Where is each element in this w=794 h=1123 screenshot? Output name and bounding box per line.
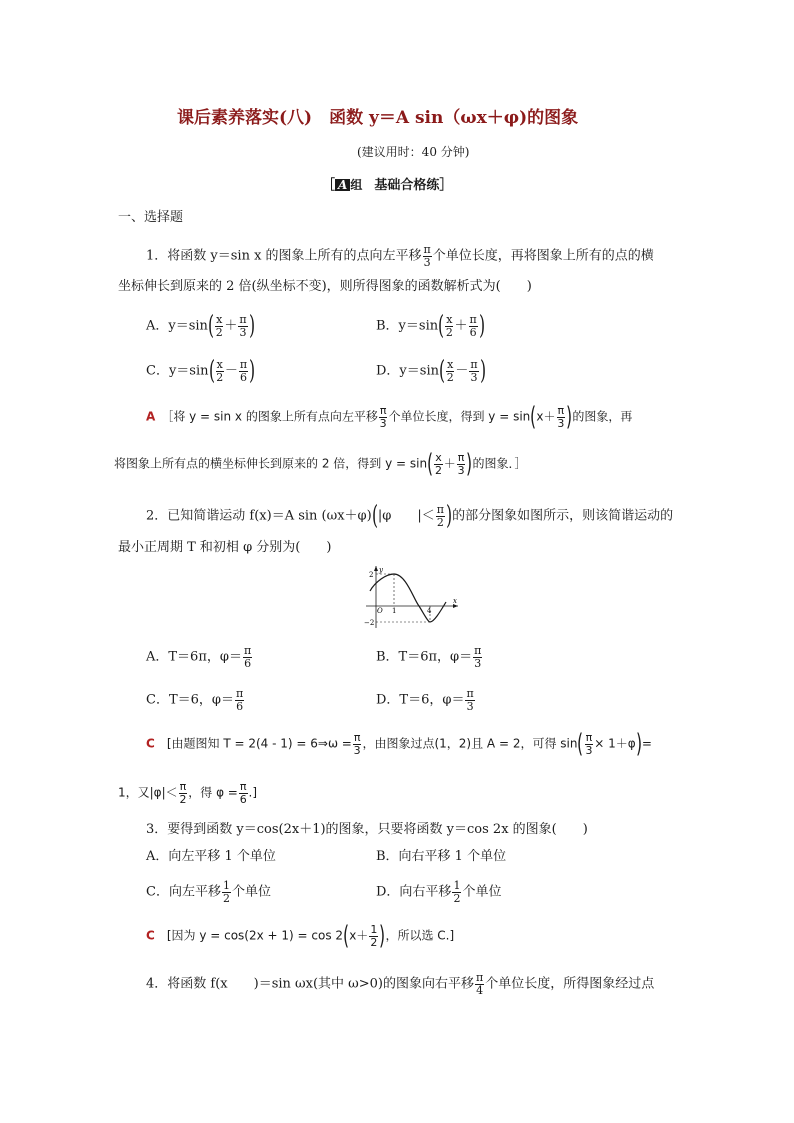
q3-solution: C [因为 y = cos(2x + 1) = cos 2(x＋ $\frac{1}{2}$ )，所以选 C.]: [146, 921, 455, 951]
x-axis-label: x: [453, 597, 457, 605]
y-axis-label: y: [379, 566, 383, 574]
time-hint: (建议用时：40 分钟): [357, 145, 470, 159]
q1-answer: A: [146, 409, 156, 424]
q2-solution-line2: 1，又|φ|＜ $\frac{\pi}{2}$ ，得 φ = $\frac{\pi}{6}$ .]: [118, 780, 257, 806]
q1-option-b[interactable]: B．y＝sin( $\frac{x}{2}$ ＋ $\frac{\pi}{6}$ ): [376, 311, 485, 341]
tick-2: 2: [369, 571, 374, 579]
q3-option-b[interactable]: B．向右平移 1 个单位: [376, 849, 507, 864]
q1-line1: 1．将函数 y＝sin x 的图象上所有的点向左平移 $\frac{\pi}{3}$ 个单位长度，再将图象上所有的点的横: [146, 243, 654, 269]
q3-option-a[interactable]: A．向左平移 1 个单位: [146, 849, 276, 864]
bracket-open: ［: [322, 178, 336, 193]
q4-line1: 4．将函数 f(x )＝sin ωx(其中 ω>0)的图象向右平移 $\frac{\pi}{4}$ 个单位长度，所得图象经过点: [146, 971, 655, 997]
q1-solution-line1: A ［将 y = sin x 的图象上所有点向左平移 $\frac{\pi}{3}$ 个单位长度，得到 y = sin(x＋ $\frac{\pi}{3}$ )的图象，再: [146, 402, 633, 432]
q1-line2: 坐标伸长到原来的 2 倍(纵坐标不变)，则所得图象的函数解析式为( ): [118, 279, 532, 294]
q2-option-a[interactable]: A．T＝6π，φ＝ $\frac{\pi}{6}$: [146, 644, 252, 670]
sine-graph: [362, 562, 462, 630]
q3-option-c[interactable]: C．向左平移 $\frac{1}{2}$ 个单位: [146, 879, 271, 905]
part-heading: 一、选择题: [118, 210, 184, 225]
section-label: 基础合格练: [374, 178, 440, 193]
q1-solution-line2: 将图象上所有点的横坐标伸长到原来的 2 倍，得到 y = sin( $\frac{x}{2}$ ＋ $\frac{\pi}{3}$ )的图象．］: [114, 449, 527, 479]
origin-label: O: [377, 607, 383, 615]
q1-option-c[interactable]: C．y＝sin( $\frac{x}{2}$ － $\frac{\pi}{6}$ ): [146, 356, 256, 386]
q3-answer: C: [146, 928, 155, 943]
q2-option-c[interactable]: C．T＝6，φ＝ $\frac{\pi}{6}$: [146, 687, 244, 713]
q3-line1: 3．要得到函数 y＝cos(2x＋1)的图象，只要将函数 y＝cos 2x 的图象( ): [146, 822, 588, 837]
section-header: ［ A 组 基础合格练］: [322, 178, 453, 193]
q3-option-d[interactable]: D．向右平移 $\frac{1}{2}$ 个单位: [376, 879, 502, 905]
q1-option-d[interactable]: D．y＝sin( $\frac{x}{2}$ － $\frac{\pi}{3}$ ): [376, 356, 486, 386]
tick-neg2: −2: [364, 619, 375, 627]
tick-1: 1: [392, 607, 397, 615]
q2-solution-line1: C [由题图知 T = 2(4 - 1) = 6⇒ω = $\frac{\pi}{3}$ ，由图象过点(1，2)且 A = 2，可得 sin( $\frac{\pi}{3}$ × 1＋φ)=: [146, 729, 652, 759]
q2-line2: 最小正周期 T 和初相 φ 分别为( ): [118, 540, 332, 555]
q2-option-d[interactable]: D．T＝6，φ＝ $\frac{\pi}{3}$: [376, 687, 474, 713]
q2-line1: 2．已知简谐运动 f(x)＝A sin (ωx＋φ)(|φ |＜ $\frac{\pi}{2}$ )的部分图象如图所示，则该简谐运动的: [146, 501, 674, 531]
tick-4: 4: [427, 607, 432, 615]
group-badge: A: [335, 179, 350, 191]
bracket-close: ］: [439, 178, 453, 193]
page-title: 课后素养落实(八) 函数 y＝A sin（ωx＋φ)的图象: [177, 108, 579, 128]
q2-answer: C: [146, 736, 155, 751]
q1-option-a[interactable]: A．y＝sin( $\frac{x}{2}$ ＋ $\frac{\pi}{3}$ ): [146, 311, 255, 341]
q2-option-b[interactable]: B．T＝6π，φ＝ $\frac{\pi}{3}$: [376, 644, 482, 670]
